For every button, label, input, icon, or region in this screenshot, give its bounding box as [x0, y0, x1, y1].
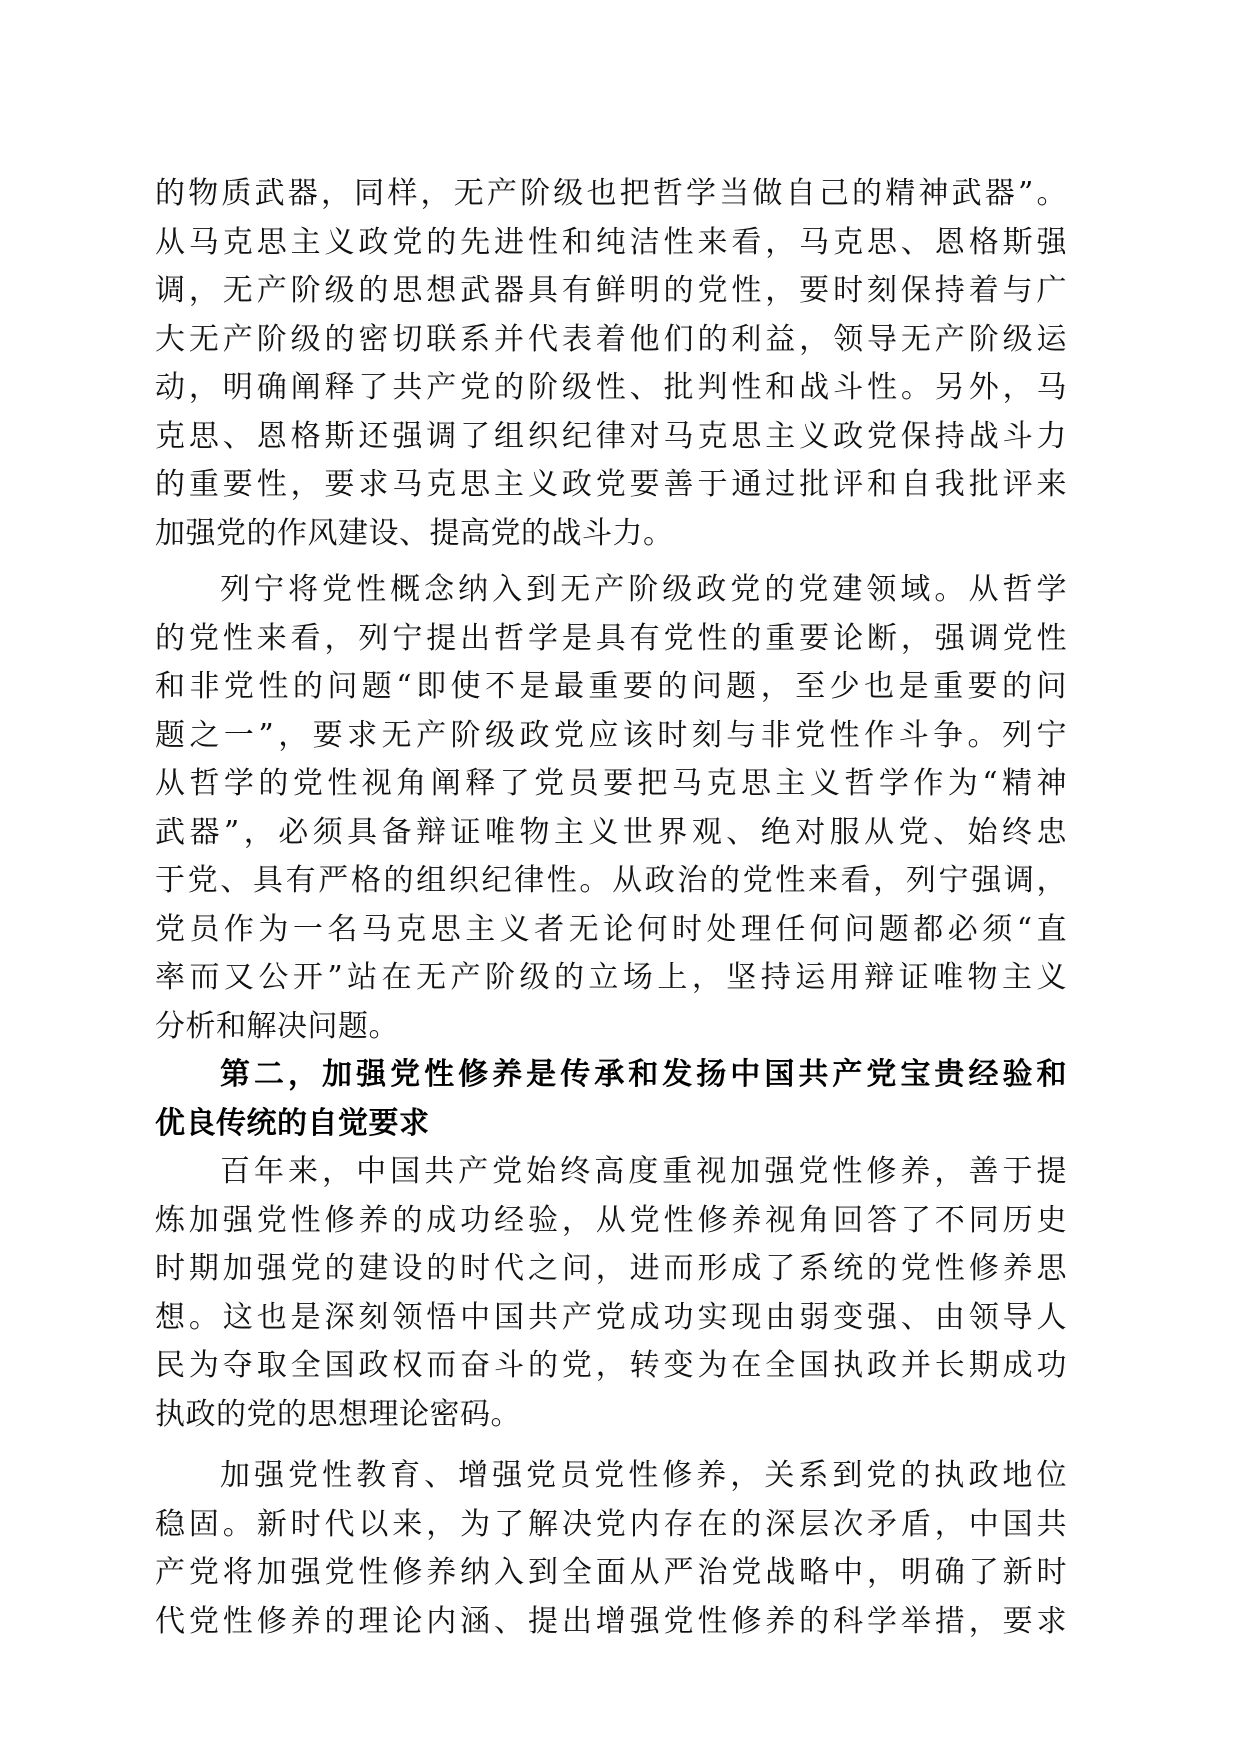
- text-line: 加强党性教育、增强党员党性修养，关系到党的执政地位: [220, 1458, 1067, 1493]
- text-line: 题之一”，要求无产阶级政党应该时刻与非党性作斗争。列宁: [155, 717, 1067, 753]
- text-line: 代党性修养的理论内涵、提出增强党性修养的科学举措，要求: [155, 1603, 1067, 1639]
- text-line: 稳固。新时代以来，为了解决党内存在的深层次矛盾，中国共: [155, 1506, 1067, 1542]
- text-line: 产党将加强党性修养纳入到全面从严治党战略中，明确了新时: [155, 1555, 1067, 1590]
- text-line: 的党性来看，列宁提出哲学是具有党性的重要论断，强调党性: [155, 620, 1067, 656]
- text-line: 调，无产阶级的思想武器具有鲜明的党性，要时刻保持着与广: [155, 273, 1067, 308]
- text-line: 民为夺取全国政权而奋斗的党，转变为在全国执政并长期成功: [155, 1348, 1067, 1383]
- text-line: 党员作为一名马克思主义者无论何时处理任何问题都必须“直: [155, 911, 1067, 947]
- text-line: 从马克思主义政党的先进性和纯洁性来看，马克思、恩格斯强: [155, 224, 1067, 260]
- text-line: 克思、恩格斯还强调了组织纪律对马克思主义政党保持战斗力: [155, 418, 1067, 454]
- text-line: 时期加强党的建设的时代之问，进而形成了系统的党性修养思: [155, 1251, 1067, 1286]
- text-line: 列宁将党性概念纳入到无产阶级政党的党建领域。从哲学: [220, 572, 1067, 607]
- text-line: 于党、具有严格的组织纪律性。从政治的党性来看，列宁强调，: [155, 863, 1067, 898]
- text-line: 炼加强党性修养的成功经验，从党性修养视角回答了不同历史: [155, 1202, 1067, 1238]
- paragraph-spacer: [155, 558, 1067, 566]
- text-line: 率而又公开”站在无产阶级的立场上，坚持运用辩证唯物主义: [155, 960, 1067, 995]
- text-line: 和非党性的问题“即使不是最重要的问题，至少也是重要的问: [155, 669, 1067, 704]
- paragraph-cpc-history: [155, 1148, 1067, 1439]
- paragraph-spacer: [155, 1439, 1067, 1452]
- text-line: 从哲学的党性视角阐释了党员要把马克思主义哲学作为“精神: [155, 766, 1067, 801]
- section-heading: [155, 1051, 1067, 1148]
- document-body: [155, 170, 1067, 1646]
- text-line: 动，明确阐释了共产党的阶级性、批判性和战斗性。另外，马: [155, 370, 1067, 405]
- text-line: 大无产阶级的密切联系并代表着他们的利益，领导无产阶级运: [155, 321, 1067, 357]
- text-line: 加强党的作风建设、提高党的战斗力。: [155, 515, 674, 551]
- text-line: 想。这也是深刻领悟中国共产党成功实现由弱变强、由领导人: [155, 1299, 1067, 1335]
- heading-line: 第二，加强党性修养是传承和发扬中国共产党宝贵经验和: [220, 1057, 1067, 1092]
- text-line: 的重要性，要求马克思主义政党要善于通过批评和自我批评来: [155, 467, 1067, 502]
- paragraph-new-era: [155, 1452, 1067, 1646]
- text-line: 百年来，中国共产党始终高度重视加强党性修养，善于提: [220, 1154, 1067, 1189]
- text-line: 分析和解决问题。: [155, 1008, 399, 1044]
- text-line: 武器”，必须具备辩证唯物主义世界观、绝对服从党、始终忠: [155, 814, 1067, 850]
- paragraph-lenin: [155, 566, 1067, 1051]
- heading-line: 优良传统的自觉要求: [155, 1105, 430, 1141]
- paragraph-marx-engels: [155, 170, 1067, 558]
- text-line: 执政的党的思想理论密码。: [155, 1396, 521, 1432]
- text-line: 的物质武器，同样，无产阶级也把哲学当做自己的精神武器”。: [155, 176, 1067, 211]
